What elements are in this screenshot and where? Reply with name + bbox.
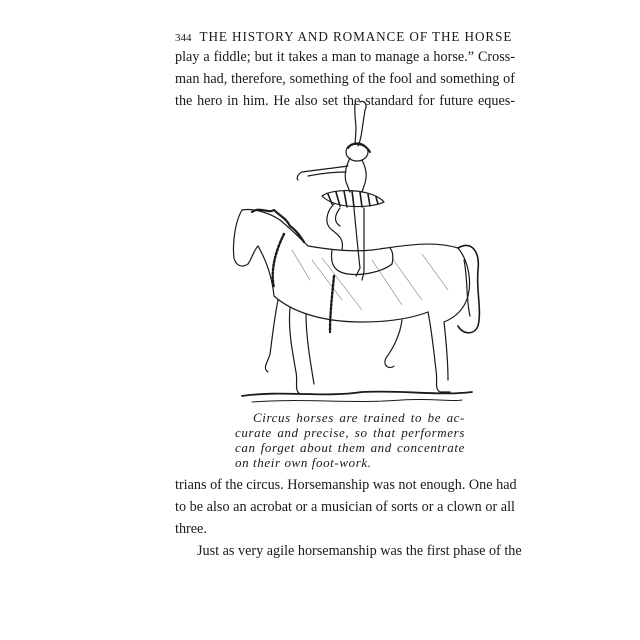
ballerina-figure <box>297 101 384 280</box>
circus-horse-illustration <box>222 100 482 410</box>
caption-line: Circus horses are trained to be ac- <box>253 410 465 425</box>
text-line: three. <box>175 521 207 537</box>
page-number: 344 <box>175 32 192 44</box>
running-title: THE HISTORY AND ROMANCE OF THE HORSE <box>199 29 513 44</box>
text-line: trians of the circus. Horsemanship was not enough. One had <box>175 477 517 493</box>
caption-line: can forget about them and concentrate <box>235 440 465 455</box>
caption-line: curate and precise, so that performers <box>235 425 465 440</box>
text-line: the hero in him. He also set the standard for future eques- <box>175 93 515 109</box>
caption-line: on their own foot-work. <box>235 455 372 470</box>
text-line: Just as very agile horsemanship was the first phase of the <box>197 543 522 559</box>
figure-caption <box>235 410 465 470</box>
text-line: to be also an acrobat or a musician of sorts or a clown or all <box>175 499 515 515</box>
paragraph-next <box>175 540 522 562</box>
text-line: play a fiddle; but it takes a man to manage a horse.” Cross- <box>175 49 515 65</box>
text-line: man had, therefore, something of the fool and something of <box>175 71 515 87</box>
paragraph-bottom <box>175 474 515 540</box>
page-header <box>175 28 515 46</box>
